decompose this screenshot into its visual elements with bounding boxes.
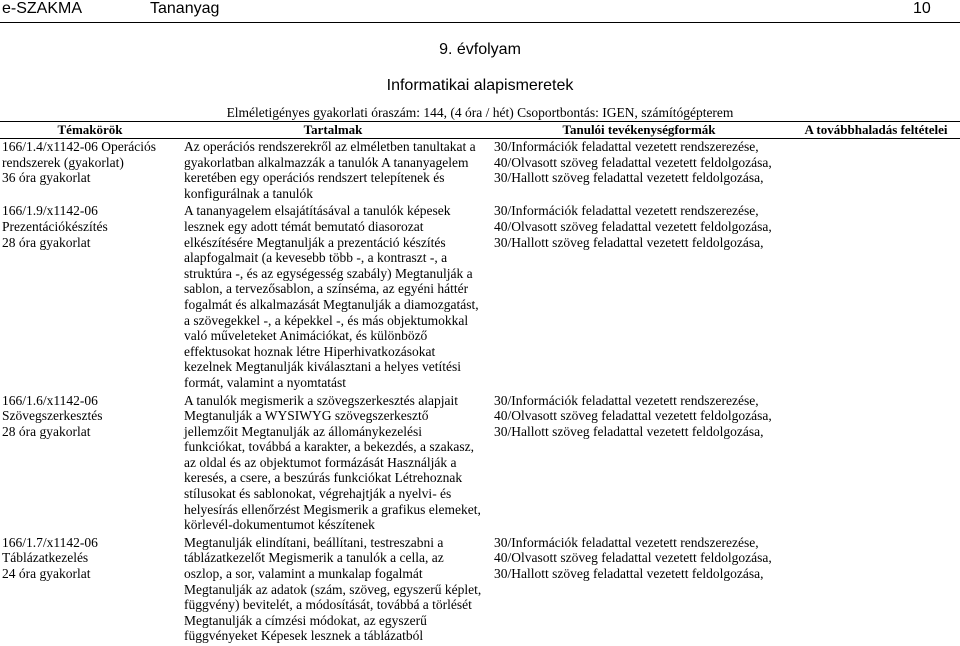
content-line: fogalmát és alkalmazását Megtanulják a diamozgatást, [184, 296, 479, 312]
content-cell [180, 535, 486, 646]
table-row [0, 535, 960, 646]
content-line: a szövegekkel -, a képekkel -, és más objektumokkal [184, 312, 469, 328]
table-body [0, 139, 960, 646]
activities-line: 40/Olvasott szöveg feladattal vezetett feldolgozása, [494, 154, 772, 170]
content-line: lesznek egy adott témát bemutató diasorozat [184, 218, 424, 234]
content-line: táblázatkezelőt Megismerik a tanulók a cella, az [184, 550, 444, 566]
topic-line: Szövegszerkesztés [2, 408, 103, 424]
topic-cell [0, 535, 180, 646]
content-line: körlevél-dokumentumot készítenek [184, 517, 375, 533]
column-header-topics: Témakörök [0, 122, 180, 139]
table-row [0, 139, 960, 204]
content-line: A tanulók megismerik a szövegszerkesztés alapjait [184, 392, 459, 408]
conditions-cell [792, 203, 960, 392]
activities-cell [486, 393, 792, 535]
table-header-row [0, 122, 960, 139]
page-number: 10 [913, 0, 931, 17]
activities-line: 30/Információk feladattal vezetett rendszerezése, [494, 534, 759, 550]
content-line: függvény) bevitelét, a módosítását, továbbá a törlését [184, 597, 472, 613]
content-line: az oldal és az objektumot formázását Használják a [184, 454, 457, 470]
column-header-conditions: A továbbhaladás feltételei [792, 122, 960, 139]
activities-line: 40/Olvasott szöveg feladattal vezetett feldolgozása, [494, 218, 772, 234]
content-line: stílusokat és sablonokat, végrehajtják a nyelvi- és [184, 486, 452, 502]
curriculum-table [0, 121, 960, 646]
content-line: formát, valamint a nyomtatást [184, 374, 346, 390]
content-line: gyakorlatban alkalmazzák a tanulók A tananyagelem [184, 154, 469, 170]
topic-line: 166/1.7/x1142-06 [2, 534, 98, 550]
topic-line: rendszerek (gyakorlat) [2, 154, 124, 170]
content-line: Az operációs rendszerekről az elméletben tanultakat a [184, 139, 476, 154]
content-line: A tananyagelem elsajátításával a tanulók képesek [184, 203, 451, 219]
content-line: elkészítésére Megtanulják a prezentáció készítés [184, 234, 446, 250]
content-line: keretében egy operációs rendszert telepítenek és [184, 170, 445, 186]
content-line: keresés, a csere, a beszúrás funkciókat Létrehoznak [184, 470, 463, 486]
content-line: oszlop, a sor, valamint a munkalap fogalmát [184, 566, 423, 582]
content-line: Megtanulják a WYSIWYG szövegszerkesztő [184, 408, 429, 424]
activities-cell [486, 203, 792, 392]
topic-line: 28 óra gyakorlat [2, 423, 91, 439]
activities-cell [486, 535, 792, 646]
content-line: helyesírás ellenőrzést Megismerik a grafikus elemeket, [184, 501, 481, 517]
topic-cell [0, 393, 180, 535]
content-line: jellemzőit Megtanulják az állománykezelési [184, 423, 423, 439]
activities-line: 30/Hallott szöveg feladattal vezetett feldolgozása, [494, 423, 764, 439]
column-header-activities: Tanulói tevékenységformák [486, 122, 792, 139]
content-line: funkciókat, továbbá a karakter, a bekezdés, a szakasz, [184, 439, 474, 455]
content-line: alapfogalmait (a kevesebb több -, a kontraszt -, a [184, 250, 448, 266]
content-line: Megtanulják az adatok (szám, szöveg, egyszerű képlet, [184, 581, 482, 597]
page-header [0, 0, 960, 23]
activities-cell [486, 139, 792, 204]
hours-line: Elméletigényes gyakorlati óraszám: 144, (4 óra / hét) Csoportbontás: IGEN, számítógépterem [226, 105, 734, 120]
content-cell [180, 393, 486, 535]
grade-heading: 9. évfolyam [439, 41, 521, 58]
header-subtitle: Tananyag [150, 0, 220, 17]
topic-line: 166/1.9/x1142-06 [2, 203, 98, 219]
activities-line: 30/Információk feladattal vezetett rendszerezése, [494, 392, 759, 408]
content-line: függvényeket Képesek lesznek a táblázatból [184, 628, 424, 644]
header-brand: e-SZAKMA [2, 0, 83, 17]
content-line: kezelnek Megtanulják kiválasztani a helyes vetítési [184, 359, 462, 375]
content-line: konfigurálnak a tanulók [184, 185, 313, 201]
content-line: Megtanulják a címzési módokat, az egyszerű [184, 612, 427, 628]
topic-line: 36 óra gyakorlat [2, 170, 91, 186]
activities-line: 30/Hallott szöveg feladattal vezetett feldolgozása, [494, 566, 764, 582]
topic-line: 24 óra gyakorlat [2, 566, 91, 582]
table-row [0, 393, 960, 535]
content-line: sablon, a tervezősablon, a színséma, az egyéni háttér [184, 281, 469, 297]
content-line: effektusokat hoznak létre Hiperhivatkozásokat [184, 343, 436, 359]
topic-line: 166/1.4/x1142-06 Operációs [2, 139, 156, 154]
conditions-cell [792, 535, 960, 646]
content-line: struktúra -, és az egységesség szabály) Megtanulják a [184, 265, 473, 281]
topic-line: 28 óra gyakorlat [2, 234, 91, 250]
topic-cell [0, 203, 180, 392]
table-row [0, 203, 960, 392]
activities-line: 30/Hallott szöveg feladattal vezetett feldolgozása, [494, 170, 764, 186]
activities-line: 30/Hallott szöveg feladattal vezetett feldolgozása, [494, 234, 764, 250]
activities-line: 30/Információk feladattal vezetett rendszerezése, [494, 139, 759, 154]
topic-cell [0, 139, 180, 204]
activities-line: 30/Információk feladattal vezetett rendszerezése, [494, 203, 759, 219]
subject-heading: Informatikai alapismeretek [386, 77, 574, 94]
content-line: Megtanulják elindítani, beállítani, testreszabni a [184, 534, 444, 550]
content-cell [180, 139, 486, 204]
topic-line: 166/1.6/x1142-06 [2, 392, 98, 408]
content-cell [180, 203, 486, 392]
activities-line: 40/Olvasott szöveg feladattal vezetett feldolgozása, [494, 408, 772, 424]
activities-line: 40/Olvasott szöveg feladattal vezetett feldolgozása, [494, 550, 772, 566]
topic-line: Táblázatkezelés [2, 550, 89, 566]
topic-line: Prezentációkészítés [2, 218, 108, 234]
conditions-cell [792, 393, 960, 535]
column-header-contents: Tartalmak [180, 122, 486, 139]
conditions-cell [792, 139, 960, 204]
content-line: való műveleteket Animációkat, és különböző [184, 328, 428, 344]
